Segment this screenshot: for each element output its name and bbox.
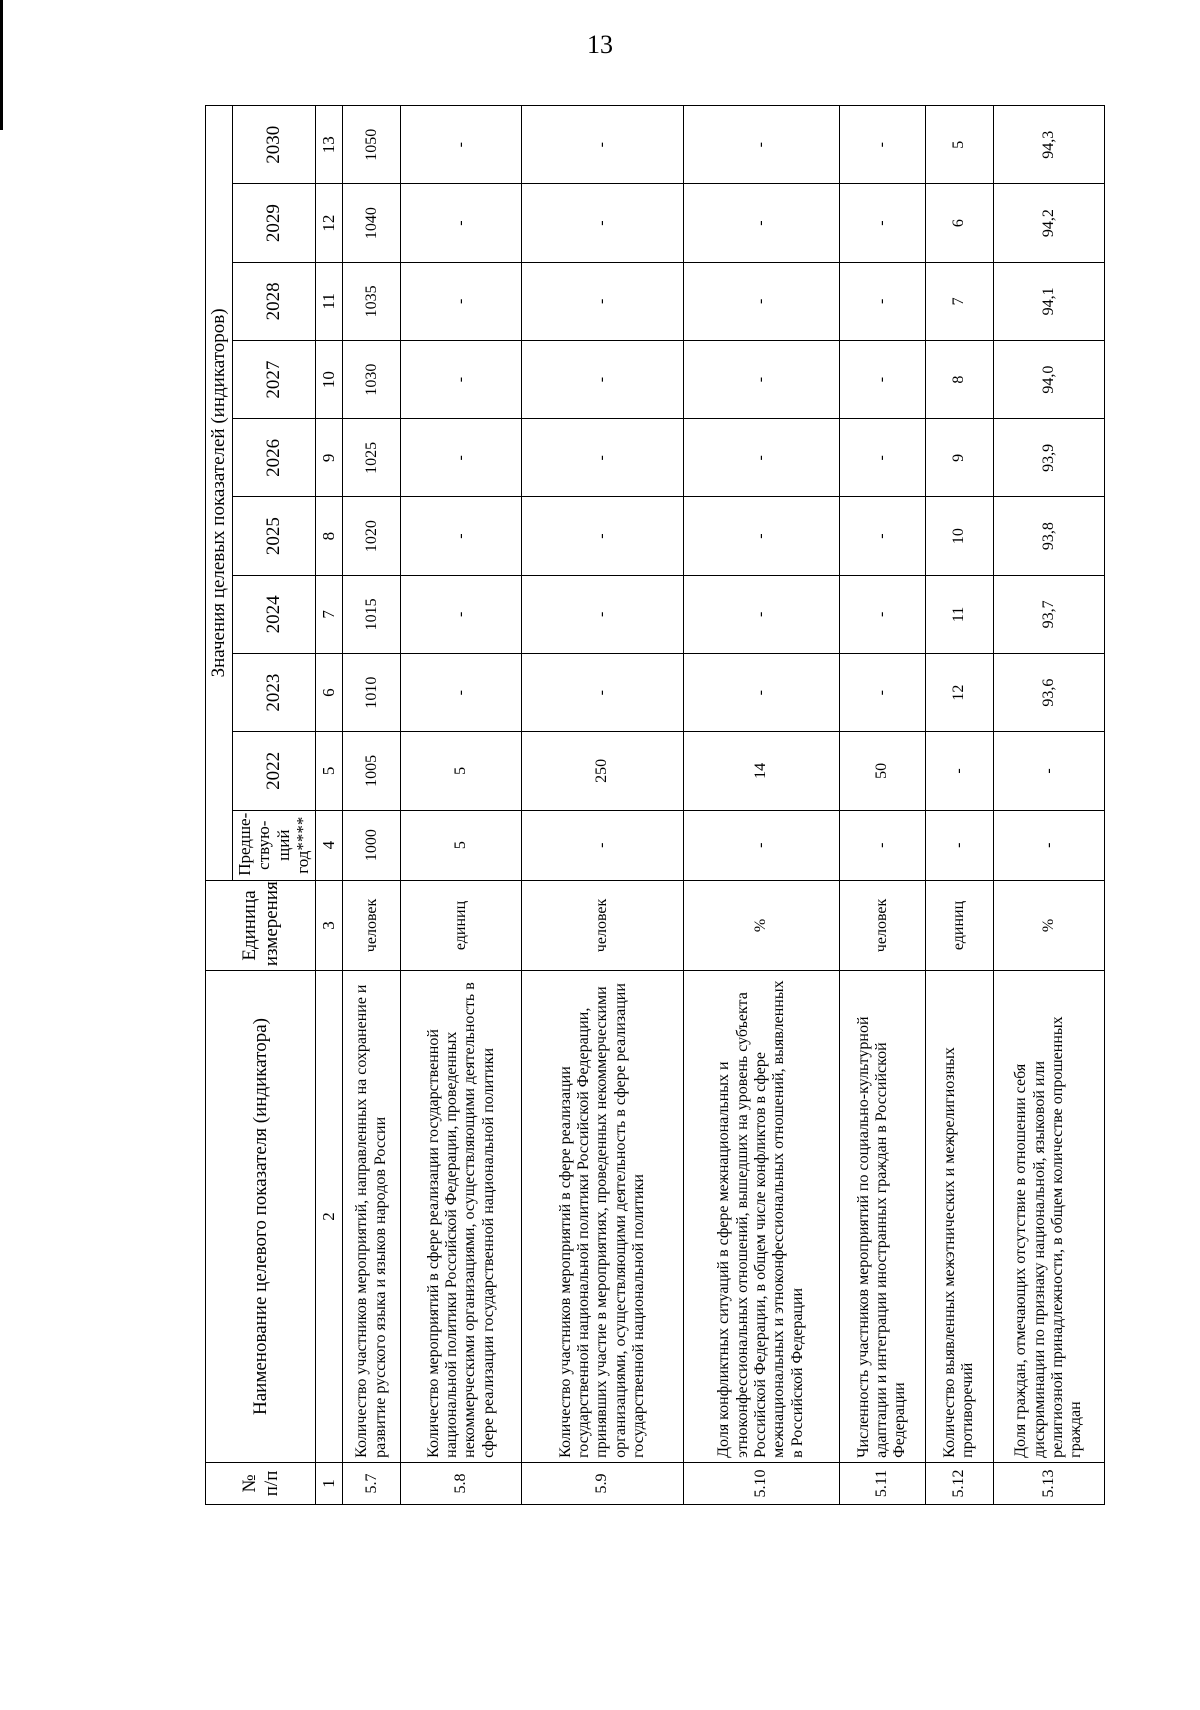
indicator-value: - (683, 419, 839, 497)
indicator-value: - (839, 340, 925, 418)
column-index-cell: 1 (316, 1462, 343, 1504)
column-index-cell: 3 (316, 880, 343, 970)
table-row (683, 106, 839, 1505)
indicator-value: 1010 (343, 654, 401, 732)
indicator-value: 5 (925, 106, 994, 184)
indicator-value: 94,1 (994, 262, 1105, 340)
indicator-name: Доля граждан, отмечающих отсутствие в отношении себя дискриминации по признаку национальной, языковой или религиозной принадлежности, в общем количестве опрошенных граждан (994, 971, 1105, 1463)
row-number: 5.8 (401, 1462, 522, 1504)
row-number: 5.12 (925, 1462, 994, 1504)
table-row (994, 106, 1105, 1505)
indicator-value: - (401, 654, 522, 732)
scan-edge-mark (0, 0, 3, 130)
unit-of-measure: % (994, 880, 1105, 970)
unit-of-measure: человек (343, 880, 401, 970)
page-number: 13 (587, 30, 613, 59)
indicator-value: 94,0 (994, 340, 1105, 418)
indicator-value: 93,7 (994, 575, 1105, 653)
indicator-value: 12 (925, 654, 994, 732)
indicator-value: 50 (839, 732, 925, 810)
indicator-value: 1020 (343, 497, 401, 575)
indicator-value: - (839, 184, 925, 262)
indicator-value: - (522, 419, 683, 497)
indicator-value: 93,6 (994, 654, 1105, 732)
indicator-value: - (925, 810, 994, 880)
indicator-value: - (839, 575, 925, 653)
rotated-table-container (205, 105, 1105, 1505)
indicator-value: 9 (925, 419, 994, 497)
table-row (839, 106, 925, 1505)
header-num: № п/п (206, 1462, 316, 1504)
column-index-cell: 11 (316, 262, 343, 340)
indicator-value: 93,9 (994, 419, 1105, 497)
row-number: 5.9 (522, 1462, 683, 1504)
indicator-value: - (839, 810, 925, 880)
indicator-name: Численность участников мероприятий по социально-культурной адаптации и интеграции иностранных граждан в Российской Федерации (839, 971, 925, 1463)
table-row (343, 106, 401, 1505)
indicator-name: Количество мероприятий в сфере реализации государственной национальной политики Российской Федерации, проведенных некоммерческими организациями, осуществляющими деятельность в сфере реализации государственной национальной политики (401, 971, 522, 1463)
indicator-value: - (839, 497, 925, 575)
header-year-2027: 2027 (232, 340, 315, 418)
indicator-value: - (994, 732, 1105, 810)
row-number: 5.13 (994, 1462, 1105, 1504)
indicator-value: - (522, 575, 683, 653)
indicator-value: - (839, 106, 925, 184)
indicator-value: - (683, 654, 839, 732)
column-index-cell: 10 (316, 340, 343, 418)
indicator-value: - (839, 419, 925, 497)
header-values-group: Значения целевых показателей (индикаторов) (206, 106, 233, 881)
indicator-value: 1050 (343, 106, 401, 184)
table-row (925, 106, 994, 1505)
column-index-cell: 2 (316, 971, 343, 1463)
indicator-value: - (522, 340, 683, 418)
indicator-value: - (925, 732, 994, 810)
rotated-table-wrapper (205, 105, 1105, 1505)
indicator-value: - (401, 106, 522, 184)
header-year-2023: 2023 (232, 654, 315, 732)
indicator-value: 11 (925, 575, 994, 653)
unit-of-measure: единиц (925, 880, 994, 970)
table-row (401, 106, 522, 1505)
header-year-2026: 2026 (232, 419, 315, 497)
indicator-value: 5 (401, 732, 522, 810)
indicators-table (205, 105, 1105, 1505)
column-index-cell: 9 (316, 419, 343, 497)
row-number: 5.7 (343, 1462, 401, 1504)
column-index-cell: 8 (316, 497, 343, 575)
header-name: Наименование целевого показателя (индикатора) (206, 971, 316, 1463)
row-number: 5.11 (839, 1462, 925, 1504)
indicator-value: 5 (401, 810, 522, 880)
indicator-value: 1040 (343, 184, 401, 262)
unit-of-measure: % (683, 880, 839, 970)
indicator-value: 1005 (343, 732, 401, 810)
header-year-2025: 2025 (232, 497, 315, 575)
indicator-value: - (683, 497, 839, 575)
indicator-value: - (401, 497, 522, 575)
indicator-value: 7 (925, 262, 994, 340)
column-index-cell: 5 (316, 732, 343, 810)
column-index-cell: 13 (316, 106, 343, 184)
indicator-value: - (522, 654, 683, 732)
indicator-value: 10 (925, 497, 994, 575)
unit-of-measure: человек (839, 880, 925, 970)
header-year-2028: 2028 (232, 262, 315, 340)
indicator-value: - (683, 340, 839, 418)
indicator-value: - (401, 262, 522, 340)
column-index-row (316, 106, 343, 1505)
indicator-value: - (683, 106, 839, 184)
indicator-value: 94,3 (994, 106, 1105, 184)
indicator-name: Доля конфликтных ситуаций в сфере межнациональных и этноконфессиональных отношений, вышедших на уровень субъекта Российской Федерации, в общем числе конфликтов в сфере межнациональных и этноконфессиональных отношений, выявленных в Российской Федерации (683, 971, 839, 1463)
row-number: 5.10 (683, 1462, 839, 1504)
indicator-value: - (522, 262, 683, 340)
indicator-value: 1030 (343, 340, 401, 418)
indicator-value: - (522, 497, 683, 575)
header-prev-year: Предше-ствую-щий год**** (232, 810, 315, 880)
indicator-name: Количество участников мероприятий, направленных на сохранение и развитие русского языка и языков народов России (343, 971, 401, 1463)
indicator-value: 94,2 (994, 184, 1105, 262)
indicator-value: - (522, 106, 683, 184)
table-body (343, 106, 1105, 1505)
indicator-value: - (401, 340, 522, 418)
indicator-value: - (683, 575, 839, 653)
indicator-value: 6 (925, 184, 994, 262)
indicator-value: - (994, 810, 1105, 880)
indicator-name: Количество участников мероприятий в сфере реализации государственной национальной политики Российской Федерации, принявших участие в мероприятиях, проведенных некоммерческими организациями, осуществляющими деятельность в сфере реализации государственной национальной политики (522, 971, 683, 1463)
indicator-value: 14 (683, 732, 839, 810)
indicator-value: - (522, 810, 683, 880)
header-year-2029: 2029 (232, 184, 315, 262)
unit-of-measure: человек (522, 880, 683, 970)
header-year-2024: 2024 (232, 575, 315, 653)
indicator-value: - (401, 575, 522, 653)
indicator-value: - (683, 184, 839, 262)
header-year-2022: 2022 (232, 732, 315, 810)
indicator-value: - (401, 419, 522, 497)
column-index-cell: 6 (316, 654, 343, 732)
indicator-value: - (839, 654, 925, 732)
table-row (522, 106, 683, 1505)
indicator-value: 93,8 (994, 497, 1105, 575)
indicator-value: 1025 (343, 419, 401, 497)
header-year-2030: 2030 (232, 106, 315, 184)
header-unit: Единица измерения (206, 880, 316, 970)
indicator-value: 8 (925, 340, 994, 418)
indicator-value: - (522, 184, 683, 262)
indicator-value: - (839, 262, 925, 340)
indicator-name: Количество выявленных межэтнических и межрелигиозных противоречий (925, 971, 994, 1463)
indicator-value: - (683, 810, 839, 880)
indicator-value: 1015 (343, 575, 401, 653)
column-index-cell: 12 (316, 184, 343, 262)
unit-of-measure: единиц (401, 880, 522, 970)
indicator-value: - (401, 184, 522, 262)
indicator-value: 1000 (343, 810, 401, 880)
column-index-cell: 4 (316, 810, 343, 880)
indicator-value: 1035 (343, 262, 401, 340)
indicator-value: - (683, 262, 839, 340)
column-index-cell: 7 (316, 575, 343, 653)
indicator-value: 250 (522, 732, 683, 810)
